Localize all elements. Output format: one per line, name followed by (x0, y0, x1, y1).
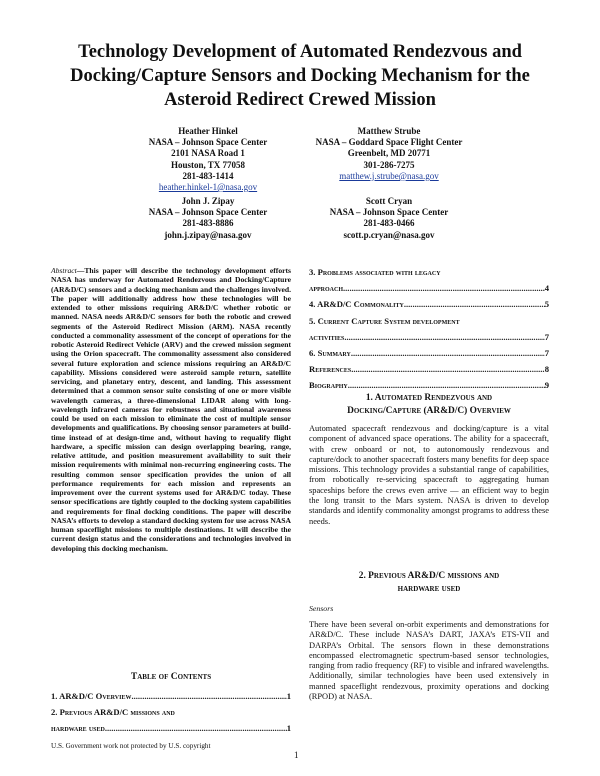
author-address: 2101 NASA Road 1 (171, 148, 245, 159)
author-phone: 281-483-8886 (182, 218, 234, 229)
author-org: NASA – Johnson Space Center (148, 207, 268, 218)
copyright-footer: U.S. Government work not protected by U.S. copyright (51, 742, 211, 750)
author-phone: 281-483-1414 (182, 170, 234, 181)
toc-entry[interactable]: hardware used ..... 1 (51, 720, 291, 736)
author-email: john.j.zipay@nasa.gov (164, 229, 252, 240)
toc-entry[interactable]: 4. AR&D/C Commonality ..... 5 (309, 296, 549, 312)
section-2-subheading: Sensors (309, 604, 334, 613)
abstract-text: —This paper will describe the technology development efforts NASA has underway for Automated Rendezvous and Docking/Capture (AR&D/C) sensors and a docking mechanism and the challenges involved. The paper will additionally address how these technologies will be extended to other missions requiring AR&D/C whether robotic or manned. NASA needs AR&D/C sensors for both the robotic and crewed segments of the Asteroid Redirect Mission (ARM). NASA recently conducted a commonality assessment of the concept of operations for the robotic Asteroid Redirect Vehicle (ARV) and the crewed mission segment using the Orion spacecraft. The commonality assessment also considered several future exploration and science missions requiring an AR&D/C capability. Missions considered were asteroid sample return, satellite servicing, and planetary entry, descent, and landing. This assessment determined that a common sensor suite consisting of one or more visible wavelength cameras, a three-dimensional LIDAR along with long-wavelength infrared cameras for robustness and situational awareness could be used on each mission to eliminate the cost of multiple sensor developments and qualifications. By choosing sensor parameters at build-time instead of at design-time and, without having to requalify flight hardware, a specific mission can design overlapping bearing, range, relative attitude, and position measurement availability to suit their mission requirements with minimal non-recurring engineering costs. The resulting common sensor specification provides the union of all performance requirements for each mission and represents an improvement over the current systems used for AR&D/C today. These sensor specifications are tightly coupled to the docking system capabilities and requirements for final docking conditions. The paper will describe NASA’s efforts to develop a standard docking system for use across NASA human spaceflight missions to multiple destinations. It will describe the current design status and the considerations and technologies involved in developing this docking mechanism. (51, 266, 291, 553)
page-number: 1 (294, 750, 299, 760)
abstract (51, 266, 291, 553)
toc-entry[interactable]: 5. Current Capture System development (309, 315, 460, 326)
toc-entry[interactable]: 6. Summary ..... 7 (309, 345, 549, 361)
author-phone: 281-483-0466 (363, 218, 415, 229)
author-email-link[interactable]: matthew.j.strube@nasa.gov (339, 170, 439, 181)
author-email-link[interactable]: heather.hinkel-1@nasa.gov (158, 182, 258, 193)
author-block-hinkel (128, 126, 288, 193)
toc-entry[interactable]: 2. Previous AR&D/C missions and (51, 707, 175, 718)
author-block-strube (300, 126, 478, 182)
author-org: NASA – Johnson Space Center (329, 207, 449, 218)
author-org: NASA – Goddard Space Flight Center (315, 137, 463, 148)
toc-left (51, 688, 291, 737)
toc-entry[interactable]: 3. Problems associated with legacy (309, 267, 441, 277)
author-name: Heather Hinkel (178, 126, 238, 136)
author-block-cryan (300, 196, 478, 241)
paper-title: Technology Development of Automated Rendezvous and Docking/Capture Sensors and Docking Mechanism for the Asteroid Redirect Crewed Mission (70, 42, 530, 110)
toc-entry[interactable]: 1. AR&D/C Overview ..... 1 (51, 688, 291, 704)
author-city: Greenbelt, MD 20771 (347, 148, 431, 159)
section-2-body: There have been several on-orbit experiments and demonstrations for AR&D/C. These include NASA’s DART, JAXA’s ETS-VII and DARPA’s Orbital. The sensors flown in these demonstrations encompassed electromagnetic spectrum-based sensor technologies, ranging from radio frequency (RF) to visible and infrared wavelengths. Additionally, similar technologies have been used extensively in manned spaceflight rendezvous, proximity operations and docking (RPOD) at NASA. (309, 620, 549, 702)
toc-right (309, 264, 549, 394)
author-name: John J. Zipay (181, 196, 235, 206)
author-city: Houston, TX 77058 (170, 159, 246, 170)
section-1-heading: 1. Automated Rendezvous and Docking/Capture (AR&D/C) Overview (347, 393, 511, 416)
author-name: Matthew Strube (357, 126, 421, 136)
abstract-label: Abstract (51, 266, 77, 275)
author-name: Scott Cryan (365, 196, 413, 206)
toc-entry[interactable]: activities ..... 7 (309, 329, 549, 345)
toc-entry[interactable]: approach ..... 4 (309, 280, 549, 296)
toc-entry[interactable]: References ..... 8 (309, 361, 549, 377)
toc-entry[interactable]: Biography ..... 9 (309, 377, 549, 393)
author-org: NASA – Johnson Space Center (148, 137, 268, 148)
author-email: scott.p.cryan@nasa.gov (343, 229, 435, 240)
author-block-zipay (128, 196, 288, 241)
section-1-body: Automated spacecraft rendezvous and docking/capture is a vital component of advanced space operations. The ability for a spacecraft, with crew onboard or not, to autonomously rendezvous and capture/dock to another spacecraft fosters many benefits for deep space missions. This technology provides a substantial range of capabilities, from robotically re-servicing spacecraft to aggregating human spaceships before the crews even arrive — an efficient way to begin the long transit to the Mars system. NASA is driven to develop standards and identify commonality amongst programs to address these needs. (309, 424, 549, 526)
author-phone: 301-286-7275 (363, 159, 415, 170)
toc-heading: Table of Contents (130, 672, 212, 682)
section-2-heading: 2. Previous AR&D/C missions and hardware used (358, 571, 500, 594)
